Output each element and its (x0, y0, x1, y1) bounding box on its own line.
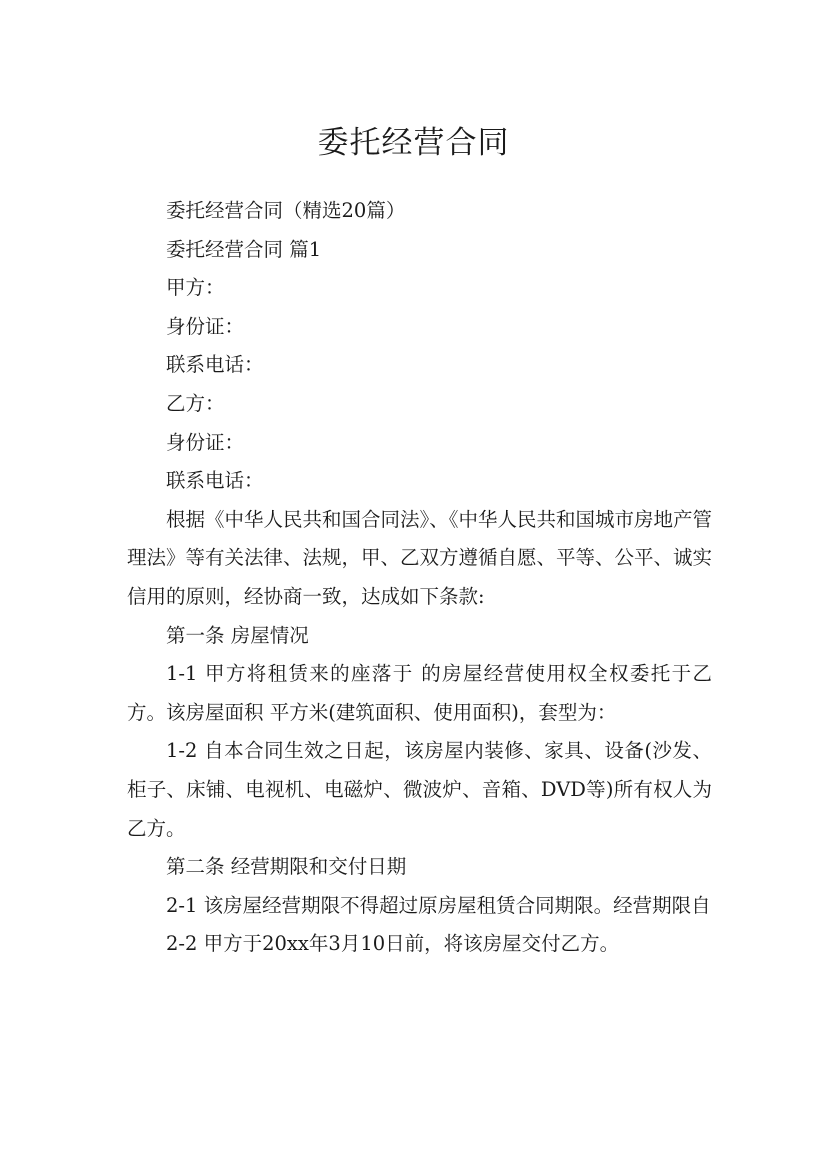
document-body (127, 192, 712, 964)
article-2-heading: 第二条 经营期限和交付日期 (166, 855, 407, 879)
clause-1-1: 1-1 甲方将租赁来的座落于 的房屋经营使用权全权委托于乙方。该房屋面积 平方米(建筑面积、使用面积)，套型为： (127, 662, 712, 724)
clause-1-2: 1-2 自本合同生效之日起，该房屋内装修、家具、设备(沙发、柜子、床铺、电视机、电磁炉、微波炉、音箱、DVD等)所有权人为乙方。 (127, 739, 712, 840)
article-1-heading: 第一条 房屋情况 (166, 623, 309, 647)
subtitle-line: 委托经营合同（精选20篇） (166, 199, 406, 222)
clause-2-2: 2-2 甲方于20xx年3月10日前，将该房屋交付乙方。 (166, 932, 620, 956)
party-b-id-label: 身份证： (166, 430, 245, 454)
document-title: 委托经营合同 (317, 124, 510, 161)
party-a-id-label: 身份证： (166, 314, 245, 338)
preamble-paragraph: 根据《中华人民共和国合同法》、《中华人民共和国城市房地产管理法》等有关法律、法规，甲、乙双方遵循自愿、平等、公平、诚实信用的原则，经协商一致，达成如下条款: (127, 507, 713, 608)
party-a-label: 甲方： (166, 276, 225, 300)
chapter-heading: 委托经营合同 篇1 (166, 237, 322, 261)
party-b-label: 乙方： (166, 391, 225, 415)
party-a-phone-label: 联系电话： (166, 353, 264, 377)
clause-2-1: 2-1 该房屋经营期限不得超过原房屋租赁合同期限。经营期限自 (166, 893, 711, 917)
party-b-phone-label: 联系电话： (166, 469, 264, 493)
